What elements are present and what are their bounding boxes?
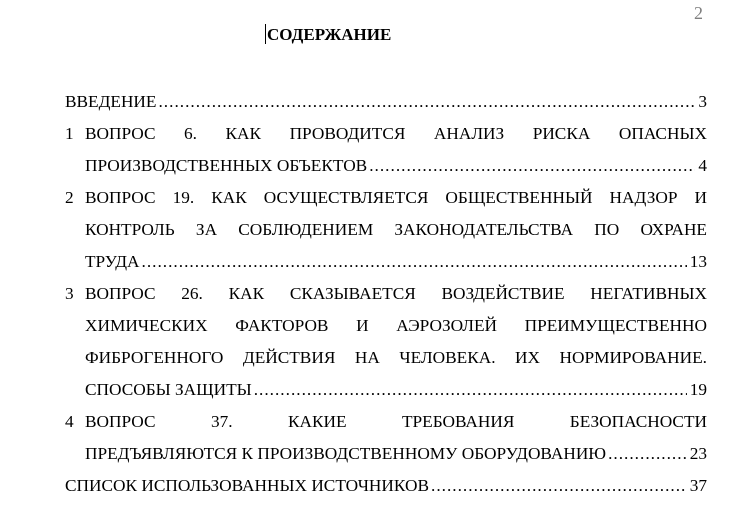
toc-entry-text: СПОСОБЫ ЗАЩИТЫ (85, 380, 252, 399)
toc-line: КОНТРОЛЬ ЗА СОБЛЮДЕНИЕМ ЗАКОНОДАТЕЛЬСТВА ПО ОХРАНЕ (85, 220, 707, 239)
toc-page-number: 19 (689, 380, 707, 399)
toc-page-number: 4 (698, 156, 707, 175)
toc-entry-text: ТРУДА (85, 252, 140, 271)
toc-line (85, 150, 707, 182)
toc-entry-references[interactable] (65, 470, 707, 502)
toc-line (85, 374, 707, 406)
toc-page-number: 3 (698, 92, 707, 111)
toc-page-number: 13 (689, 252, 707, 271)
toc-line: ФИБРОГЕННОГО ДЕЙСТВИЯ НА ЧЕЛОВЕКА. ИХ НОРМИРОВАНИЕ. (85, 348, 707, 367)
toc-line: ВОПРОС 19. КАК ОСУЩЕСТВЛЯЕТСЯ ОБЩЕСТВЕННЫЙ НАДЗОР И (85, 188, 707, 207)
toc-line: ВОПРОС 37. КАКИЕ ТРЕБОВАНИЯ БЕЗОПАСНОСТИ (85, 412, 707, 431)
toc-entry-number: 3 (65, 284, 74, 303)
toc-entry-number: 2 (65, 188, 74, 207)
toc-entry-1[interactable] (65, 118, 707, 182)
toc-entry-introduction[interactable] (65, 86, 707, 118)
text-cursor (265, 24, 266, 44)
toc-line (65, 470, 707, 502)
dot-leader (608, 438, 687, 470)
toc-entry-text: СПИСОК ИСПОЛЬЗОВАННЫХ ИСТОЧНИКОВ (65, 476, 429, 495)
toc-title-text: СОДЕРЖАНИЕ (267, 25, 392, 44)
toc-line (85, 246, 707, 278)
toc-line: ХИМИЧЕСКИХ ФАКТОРОВ И АЭРОЗОЛЕЙ ПРЕИМУЩЕСТВЕННО (85, 316, 707, 335)
toc-page-number: 37 (689, 476, 707, 495)
dot-leader (369, 150, 695, 182)
toc-entry-text: ПРОИЗВОДСТВЕННЫХ ОБЪЕКТОВ (85, 156, 368, 175)
toc-entry-number: 1 (65, 124, 74, 143)
dot-leader (142, 246, 687, 278)
toc-line (85, 438, 707, 470)
toc-page-number: 23 (689, 444, 707, 463)
toc-entry-2[interactable] (65, 182, 707, 278)
toc-entry-number: 4 (65, 412, 74, 431)
dot-leader (254, 374, 687, 406)
toc-line: ВОПРОС 26. КАК СКАЗЫВАЕТСЯ ВОЗДЕЙСТВИЕ НЕГАТИВНЫХ (85, 284, 707, 303)
table-of-contents (65, 86, 707, 502)
page-number: 2 (694, 3, 703, 23)
toc-entry-text: ВВЕДЕНИЕ (65, 92, 157, 111)
toc-entry-4[interactable] (65, 406, 707, 470)
toc-line: ВОПРОС 6. КАК ПРОВОДИТСЯ АНАЛИЗ РИСКА ОПАСНЫХ (85, 124, 707, 143)
toc-title (265, 24, 391, 45)
toc-entry-3[interactable] (65, 278, 707, 406)
dot-leader (431, 470, 687, 502)
toc-line (65, 86, 707, 118)
toc-entry-text: ПРЕДЪЯВЛЯЮТСЯ К ПРОИЗВОДСТВЕННОМУ ОБОРУДОВАНИЮ (85, 444, 607, 463)
dot-leader (158, 86, 695, 118)
